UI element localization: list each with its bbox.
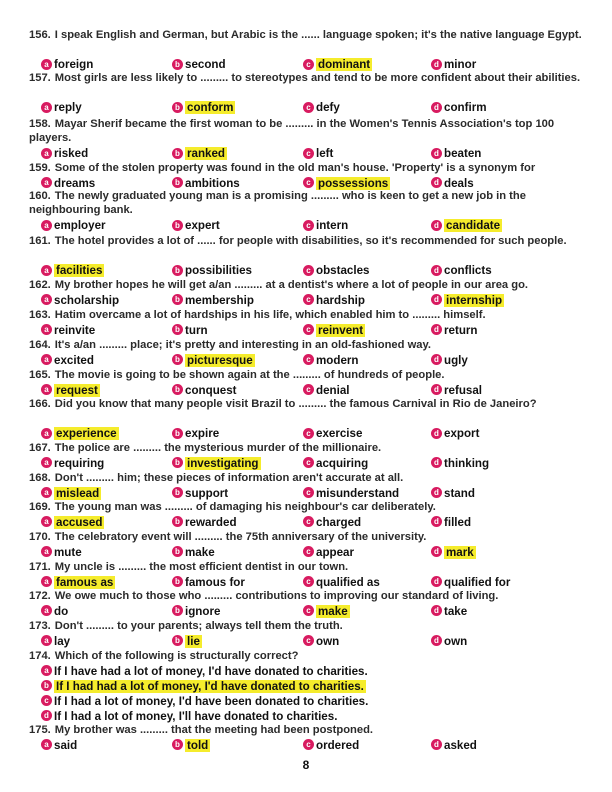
question-text: My uncle is ......... the most efficient dentist in our town. bbox=[54, 561, 349, 573]
option-c[interactable] bbox=[303, 384, 350, 398]
option-b[interactable] bbox=[172, 457, 261, 471]
option-b[interactable] bbox=[172, 739, 210, 753]
option-text-highlighted: request bbox=[56, 383, 98, 397]
option-c[interactable] bbox=[303, 546, 354, 560]
question-text: My brother was ......... that the meeting had been postponed. bbox=[54, 724, 374, 736]
question-number: 169. bbox=[29, 501, 51, 513]
option-letter-badge: c bbox=[303, 457, 314, 468]
option-letter-badge: b bbox=[172, 177, 183, 188]
option-b[interactable] bbox=[172, 219, 220, 233]
option-text-highlighted: ranked bbox=[187, 147, 226, 161]
option-d[interactable] bbox=[431, 546, 476, 560]
option-text: appear bbox=[316, 545, 355, 559]
option-text-highlighted: dominant bbox=[318, 58, 371, 72]
option-letter-badge: c bbox=[303, 635, 314, 646]
option-b[interactable] bbox=[172, 294, 254, 308]
option-text-highlighted: mislead bbox=[56, 486, 100, 500]
option-d[interactable] bbox=[431, 294, 504, 308]
option-text: second bbox=[185, 58, 226, 72]
option-d[interactable] bbox=[431, 384, 482, 398]
option-d[interactable] bbox=[431, 427, 479, 441]
question-number: 171. bbox=[29, 561, 51, 573]
option-text: filled bbox=[444, 515, 472, 529]
option-letter-badge: c bbox=[303, 220, 314, 231]
question-text: The celebratory event will ......... the 75th anniversary of the university. bbox=[54, 531, 427, 543]
option-letter-badge: a bbox=[41, 384, 52, 395]
option-text: export bbox=[444, 427, 480, 441]
option-d[interactable] bbox=[431, 147, 481, 161]
question-text: I speak English and German, but Arabic is the ...... language spoken; it's the native language Egypt. bbox=[54, 29, 582, 41]
option-letter-badge: a bbox=[41, 59, 52, 70]
option-a[interactable] bbox=[41, 487, 101, 501]
option-text: risked bbox=[54, 147, 89, 161]
option-d[interactable] bbox=[431, 635, 467, 649]
option-c[interactable] bbox=[303, 147, 333, 161]
question-text: Mayar Sherif became the first woman to be ......... in the Women's Tennis Association's top 100 players. bbox=[29, 118, 555, 144]
option-text: ordered bbox=[316, 738, 360, 752]
option-letter-badge: b bbox=[172, 220, 183, 231]
option-c[interactable] bbox=[303, 739, 359, 753]
question-166 bbox=[29, 397, 589, 411]
option-d[interactable] bbox=[431, 324, 478, 338]
option-letter-badge: c bbox=[303, 354, 314, 365]
option-letter-badge: a bbox=[41, 294, 52, 305]
option-letter-badge: a bbox=[41, 635, 52, 646]
option-letter-badge: d bbox=[431, 177, 442, 188]
option-a[interactable] bbox=[41, 384, 100, 398]
option-text: asked bbox=[444, 738, 477, 752]
question-number: 159. bbox=[29, 162, 51, 174]
option-text: left bbox=[316, 147, 334, 161]
option-text: own bbox=[316, 634, 340, 648]
option-d[interactable] bbox=[431, 487, 475, 501]
question-171 bbox=[29, 560, 589, 574]
option-a[interactable] bbox=[41, 147, 88, 161]
option-text-highlighted: possessions bbox=[318, 176, 389, 190]
option-text: support bbox=[185, 486, 229, 500]
option-text: exercise bbox=[316, 427, 363, 441]
option-letter-badge: c bbox=[303, 294, 314, 305]
option-b[interactable] bbox=[172, 635, 202, 649]
option-text-highlighted: reinvent bbox=[318, 323, 364, 337]
option-d[interactable] bbox=[431, 457, 489, 471]
option-letter-badge: a bbox=[41, 576, 52, 587]
option-letter-badge: d bbox=[431, 428, 442, 439]
option-text: said bbox=[54, 738, 78, 752]
question-text: The newly graduated young man is a promising ......... who is keen to get a new job in the neighbouring bank. bbox=[29, 190, 526, 216]
question-number: 172. bbox=[29, 590, 51, 602]
option-letter-badge: c bbox=[303, 324, 314, 335]
option-text: foreign bbox=[54, 58, 94, 72]
option-letter-badge: b bbox=[172, 516, 183, 527]
option-letter-badge: b bbox=[172, 605, 183, 616]
option-text-highlighted: internship bbox=[446, 293, 503, 307]
question-number: 162. bbox=[29, 279, 51, 291]
option-text: obstacles bbox=[316, 264, 370, 278]
option-letter-badge: b bbox=[172, 265, 183, 276]
question-number: 174. bbox=[29, 650, 51, 662]
question-161 bbox=[29, 234, 589, 248]
question-number: 175. bbox=[29, 724, 51, 736]
option-text: return bbox=[444, 323, 478, 337]
question-number: 163. bbox=[29, 309, 51, 321]
option-a[interactable] bbox=[41, 264, 104, 278]
option-d[interactable] bbox=[431, 516, 471, 530]
question-174 bbox=[29, 649, 589, 663]
question-number: 168. bbox=[29, 472, 51, 484]
question-text: It's a/an ......... place; it's pretty and interesting in an old-fashioned way. bbox=[54, 339, 432, 351]
option-letter-badge: b bbox=[172, 148, 183, 159]
option-text-highlighted: make bbox=[318, 604, 348, 618]
option-text: qualified for bbox=[444, 575, 511, 589]
option-letter-badge: d bbox=[431, 59, 442, 70]
option-text-highlighted: investigating bbox=[187, 456, 259, 470]
option-c[interactable] bbox=[303, 457, 368, 471]
option-text: conquest bbox=[185, 383, 237, 397]
option-text-highlighted: famous as bbox=[56, 575, 114, 589]
option-a[interactable] bbox=[41, 605, 68, 619]
option-text: take bbox=[444, 604, 468, 618]
option-a[interactable] bbox=[41, 516, 104, 530]
option-letter-badge: b bbox=[172, 457, 183, 468]
option-letter-badge: d bbox=[431, 739, 442, 750]
option-letter-badge: a bbox=[41, 354, 52, 365]
option-c[interactable] bbox=[303, 427, 362, 441]
option-text: If I had a lot of money, I'll have donated to charities. bbox=[54, 709, 338, 723]
option-text: hardship bbox=[316, 293, 365, 307]
option-text: ignore bbox=[185, 604, 221, 618]
option-text: charged bbox=[316, 515, 362, 529]
option-text-highlighted: picturesque bbox=[187, 353, 253, 367]
option-letter-badge: c bbox=[303, 546, 314, 557]
question-text: We owe much to those who ......... contributions to improving our standard of living. bbox=[54, 590, 499, 602]
option-text: defy bbox=[316, 101, 340, 115]
option-text: own bbox=[444, 634, 468, 648]
option-text-highlighted: lie bbox=[187, 634, 200, 648]
option-letter-badge: d bbox=[431, 148, 442, 159]
option-text: reply bbox=[54, 101, 82, 115]
question-text: Don't ......... him; these pieces of information aren't accurate at all. bbox=[54, 472, 404, 484]
option-c[interactable] bbox=[303, 635, 339, 649]
option-letter-badge: b bbox=[172, 576, 183, 587]
question-number: 165. bbox=[29, 369, 51, 381]
option-text: expire bbox=[185, 427, 220, 441]
option-text: expert bbox=[185, 219, 220, 233]
option-text-highlighted: mark bbox=[446, 545, 474, 559]
option-letter-badge: c bbox=[303, 102, 314, 113]
option-b[interactable] bbox=[41, 680, 366, 694]
question-number: 173. bbox=[29, 620, 51, 632]
option-text-highlighted: experience bbox=[56, 427, 117, 441]
option-b[interactable] bbox=[172, 516, 237, 530]
option-text: do bbox=[54, 604, 69, 618]
option-text: scholarship bbox=[54, 293, 120, 307]
option-d[interactable] bbox=[431, 576, 510, 590]
option-text: If I had a lot of money, I'd have been donated to charities. bbox=[54, 694, 369, 708]
option-text: rewarded bbox=[185, 515, 237, 529]
option-letter-badge: a bbox=[41, 457, 52, 468]
option-letter-badge: a bbox=[41, 265, 52, 276]
option-b[interactable] bbox=[172, 324, 208, 338]
option-text: employer bbox=[54, 219, 106, 233]
option-letter-badge: d bbox=[431, 265, 442, 276]
option-letter-badge: d bbox=[431, 457, 442, 468]
option-letter-badge: a bbox=[41, 102, 52, 113]
option-letter-badge: c bbox=[303, 605, 314, 616]
question-number: 164. bbox=[29, 339, 51, 351]
question-168 bbox=[29, 471, 589, 485]
option-b[interactable] bbox=[172, 427, 219, 441]
question-167 bbox=[29, 441, 589, 455]
option-letter-badge: d bbox=[431, 516, 442, 527]
option-letter-badge: a bbox=[41, 487, 52, 498]
option-letter-badge: d bbox=[431, 354, 442, 365]
option-c[interactable] bbox=[303, 101, 340, 115]
option-letter-badge: b bbox=[172, 739, 183, 750]
option-text: famous for bbox=[185, 575, 245, 589]
question-number: 157. bbox=[29, 72, 51, 84]
option-text: membership bbox=[185, 293, 254, 307]
option-text: misunderstand bbox=[316, 486, 400, 500]
option-text: reinvite bbox=[54, 323, 96, 337]
option-b[interactable] bbox=[172, 487, 228, 501]
option-c[interactable] bbox=[303, 324, 365, 338]
option-a[interactable] bbox=[41, 576, 115, 590]
option-b[interactable] bbox=[172, 546, 215, 560]
question-number: 160. bbox=[29, 190, 51, 202]
option-a[interactable] bbox=[41, 427, 119, 441]
question-text: Some of the stolen property was found in the old man's house. 'Property' is a synonym for bbox=[54, 162, 536, 174]
option-c[interactable] bbox=[303, 354, 359, 368]
question-text: Most girls are less likely to ......... to stereotypes and tend to be more confident about their abilities. bbox=[54, 72, 581, 84]
option-c[interactable] bbox=[303, 294, 365, 308]
option-d[interactable] bbox=[431, 264, 492, 278]
option-letter-badge: a bbox=[41, 665, 52, 676]
option-letter-badge: b bbox=[172, 428, 183, 439]
question-text: Which of the following is structurally correct? bbox=[54, 650, 299, 662]
question-169 bbox=[29, 500, 589, 514]
option-b[interactable] bbox=[172, 576, 245, 590]
option-letter-badge: b bbox=[172, 546, 183, 557]
question-text: Hatim overcame a lot of hardships in his life, which enabled him to ......... himself. bbox=[54, 309, 486, 321]
option-text: acquiring bbox=[316, 456, 369, 470]
option-letter-badge: c bbox=[303, 428, 314, 439]
question-text: Don't ......... to your parents; always tell them the truth. bbox=[54, 620, 343, 632]
option-letter-badge: b bbox=[172, 324, 183, 335]
option-text: possibilities bbox=[185, 264, 253, 278]
option-d[interactable] bbox=[41, 710, 337, 724]
option-letter-badge: c bbox=[303, 177, 314, 188]
option-text: modern bbox=[316, 353, 359, 367]
question-170 bbox=[29, 530, 589, 544]
option-text: denial bbox=[316, 383, 350, 397]
option-letter-badge: a bbox=[41, 324, 52, 335]
question-165 bbox=[29, 368, 589, 382]
option-letter-badge: c bbox=[303, 148, 314, 159]
option-letter-badge: a bbox=[41, 516, 52, 527]
option-a[interactable] bbox=[41, 354, 94, 368]
option-letter-badge: a bbox=[41, 739, 52, 750]
option-text: minor bbox=[444, 58, 477, 72]
option-text-highlighted: told bbox=[187, 738, 209, 752]
question-text: The young man was ......... of damaging his neighbour's car deliberately. bbox=[54, 501, 436, 513]
option-text: conflicts bbox=[444, 264, 492, 278]
question-number: 166. bbox=[29, 398, 51, 410]
option-letter-badge: b bbox=[172, 635, 183, 646]
option-letter-badge: c bbox=[303, 59, 314, 70]
option-letter-badge: a bbox=[41, 177, 52, 188]
question-number: 161. bbox=[29, 235, 51, 247]
question-text: The police are ......... the mysterious murder of the millionaire. bbox=[54, 442, 382, 454]
option-letter-badge: c bbox=[303, 739, 314, 750]
option-c[interactable] bbox=[303, 264, 370, 278]
option-text: turn bbox=[185, 323, 208, 337]
option-text: qualified as bbox=[316, 575, 380, 589]
question-number: 167. bbox=[29, 442, 51, 454]
option-c[interactable] bbox=[303, 576, 380, 590]
option-letter-badge: c bbox=[41, 695, 52, 706]
option-text-highlighted: candidate bbox=[446, 219, 501, 233]
option-a[interactable] bbox=[41, 546, 82, 560]
question-175 bbox=[29, 723, 589, 737]
option-a[interactable] bbox=[41, 101, 82, 115]
option-c[interactable] bbox=[41, 695, 368, 709]
option-d[interactable] bbox=[431, 101, 487, 115]
option-letter-badge: b bbox=[172, 59, 183, 70]
option-letter-badge: d bbox=[431, 220, 442, 231]
option-b[interactable] bbox=[172, 605, 220, 619]
option-text: beaten bbox=[444, 147, 482, 161]
option-letter-badge: c bbox=[303, 576, 314, 587]
option-b[interactable] bbox=[172, 264, 252, 278]
option-text: If I have had a lot of money, I'd have donated to charities. bbox=[54, 664, 368, 678]
option-text: excited bbox=[54, 353, 94, 367]
option-c[interactable] bbox=[303, 516, 361, 530]
option-letter-badge: c bbox=[303, 487, 314, 498]
option-d[interactable] bbox=[431, 605, 467, 619]
question-157 bbox=[29, 71, 589, 85]
option-b[interactable] bbox=[172, 147, 227, 161]
question-158 bbox=[29, 117, 589, 145]
option-text: intern bbox=[316, 219, 349, 233]
question-text: The hotel provides a lot of ...... for people with disabilities, so it's recommended for such people. bbox=[54, 235, 567, 247]
question-160 bbox=[29, 189, 589, 217]
option-letter-badge: b bbox=[172, 102, 183, 113]
option-text: deals bbox=[444, 176, 474, 190]
option-a[interactable] bbox=[41, 457, 104, 471]
option-letter-badge: b bbox=[172, 294, 183, 305]
option-d[interactable] bbox=[431, 354, 468, 368]
option-d[interactable] bbox=[431, 739, 477, 753]
option-text-highlighted: facilities bbox=[56, 264, 103, 278]
question-text: The movie is going to be shown again at the ......... of hundreds of people. bbox=[54, 369, 445, 381]
option-a[interactable] bbox=[41, 324, 95, 338]
option-text: stand bbox=[444, 486, 475, 500]
option-text-highlighted: accused bbox=[56, 515, 103, 529]
option-c[interactable] bbox=[303, 487, 399, 501]
option-text-highlighted: If I had had a lot of money, I'd have donated to charities. bbox=[56, 679, 364, 693]
option-letter-badge: a bbox=[41, 546, 52, 557]
option-text: make bbox=[185, 545, 215, 559]
option-c[interactable] bbox=[303, 605, 350, 619]
option-a[interactable] bbox=[41, 739, 77, 753]
option-text: ugly bbox=[444, 353, 468, 367]
option-b[interactable] bbox=[172, 354, 255, 368]
option-letter-badge: b bbox=[172, 384, 183, 395]
option-a[interactable] bbox=[41, 294, 119, 308]
option-a[interactable] bbox=[41, 635, 70, 649]
option-letter-badge: b bbox=[172, 487, 183, 498]
option-text: lay bbox=[54, 634, 71, 648]
question-156 bbox=[29, 28, 589, 42]
question-text: Did you know that many people visit Brazil to ......... the famous Carnival in Rio de Janeiro? bbox=[54, 398, 537, 410]
option-b[interactable] bbox=[172, 384, 237, 398]
question-number: 158. bbox=[29, 118, 51, 130]
option-b[interactable] bbox=[172, 101, 235, 115]
option-letter-badge: a bbox=[41, 605, 52, 616]
option-letter-badge: a bbox=[41, 428, 52, 439]
option-letter-badge: b bbox=[172, 354, 183, 365]
option-letter-badge: d bbox=[431, 294, 442, 305]
question-164 bbox=[29, 338, 589, 352]
option-letter-badge: a bbox=[41, 220, 52, 231]
page-number: 8 bbox=[302, 758, 310, 772]
option-letter-badge: d bbox=[431, 487, 442, 498]
option-letter-badge: d bbox=[431, 576, 442, 587]
option-a[interactable] bbox=[41, 219, 106, 233]
option-c[interactable] bbox=[303, 219, 348, 233]
option-text: thinking bbox=[444, 456, 490, 470]
question-172 bbox=[29, 589, 589, 603]
option-text: refusal bbox=[444, 383, 483, 397]
question-173 bbox=[29, 619, 589, 633]
option-letter-badge: d bbox=[431, 635, 442, 646]
option-letter-badge: b bbox=[41, 680, 52, 691]
option-letter-badge: c bbox=[303, 516, 314, 527]
option-text: mute bbox=[54, 545, 82, 559]
option-letter-badge: d bbox=[431, 384, 442, 395]
option-letter-badge: a bbox=[41, 148, 52, 159]
option-letter-badge: c bbox=[303, 384, 314, 395]
question-159 bbox=[29, 161, 589, 175]
option-text-highlighted: conform bbox=[187, 101, 234, 115]
option-letter-badge: d bbox=[431, 102, 442, 113]
option-a[interactable] bbox=[41, 665, 368, 679]
option-letter-badge: d bbox=[431, 605, 442, 616]
question-162 bbox=[29, 278, 589, 292]
option-text: requiring bbox=[54, 456, 105, 470]
question-text: My brother hopes he will get a/an ......... at a dentist's where a lot of people in our area go. bbox=[54, 279, 529, 291]
option-letter-badge: c bbox=[303, 265, 314, 276]
question-number: 170. bbox=[29, 531, 51, 543]
option-text: ambitions bbox=[185, 176, 240, 190]
option-text: confirm bbox=[444, 101, 487, 115]
question-number: 156. bbox=[29, 29, 51, 41]
option-letter-badge: d bbox=[431, 324, 442, 335]
option-letter-badge: d bbox=[41, 710, 52, 721]
option-letter-badge: d bbox=[431, 546, 442, 557]
option-text: dreams bbox=[54, 176, 96, 190]
option-d[interactable] bbox=[431, 219, 502, 233]
question-163 bbox=[29, 308, 589, 322]
